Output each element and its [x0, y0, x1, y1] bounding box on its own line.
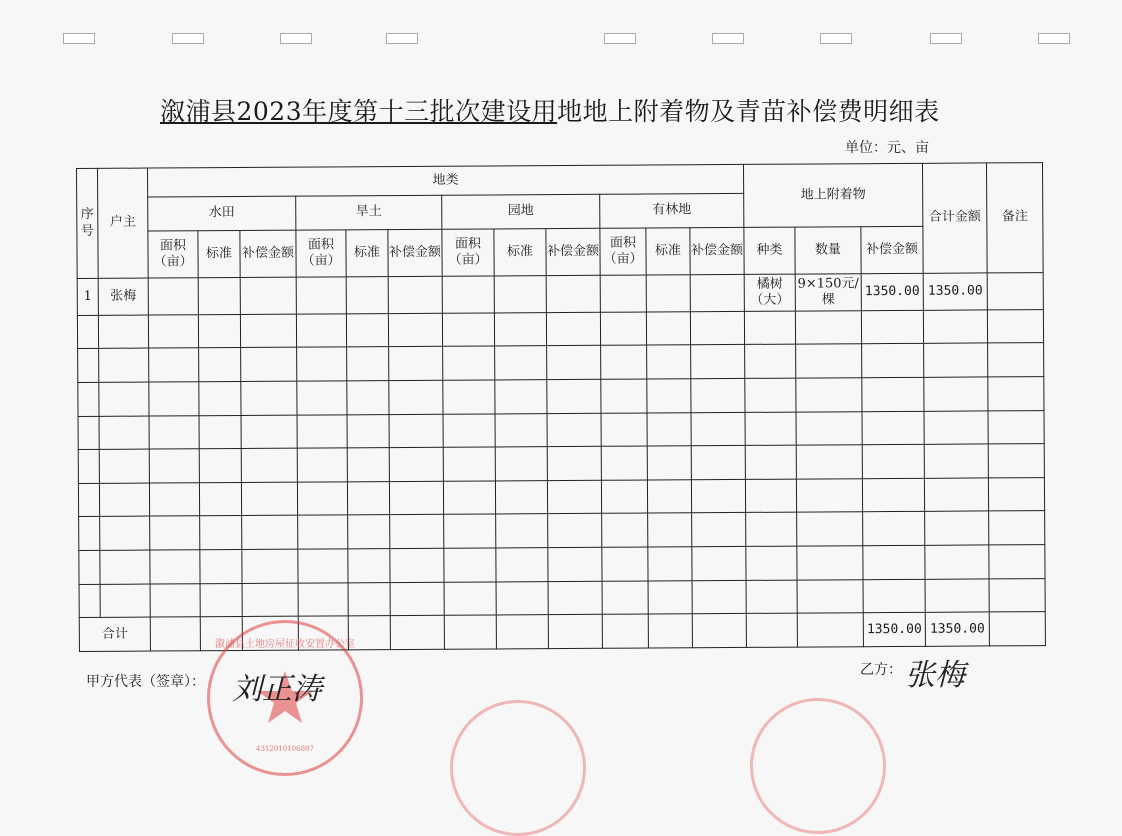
total-comp: 1350.00: [863, 613, 925, 647]
stamp-number: 4312010106807: [256, 745, 314, 753]
stamp-partial: [750, 698, 886, 834]
header-kind: 种类: [744, 227, 795, 274]
punch-mark: [930, 33, 962, 44]
party-b-signature: 张梅: [905, 658, 965, 693]
header-area: 面积（亩）: [148, 231, 198, 278]
header-comp: 补偿金额: [861, 226, 923, 273]
header-comp: 补偿金额: [240, 230, 296, 277]
punch-mark: [1038, 33, 1070, 44]
header-remarks: 备注: [987, 163, 1044, 273]
header-area: 面积（亩）: [600, 228, 646, 275]
header-standard: 标准: [646, 228, 690, 275]
header-standard: 标准: [198, 231, 240, 278]
row-kind: 橘树（大）: [744, 274, 795, 311]
header-qty: 数量: [795, 227, 861, 274]
header-standard: 标准: [346, 230, 388, 277]
stamp-text: 溆浦县土地房屋征收安置办公室: [215, 639, 355, 650]
header-comp: 补偿金额: [388, 229, 442, 276]
punch-mark: [280, 33, 312, 44]
table-row: [77, 273, 1043, 316]
party-b-label: 乙方：: [860, 662, 902, 678]
title-rest: 地地上附着物及青苗补偿费明细表: [557, 97, 940, 126]
header-total-amount: 合计金额: [923, 163, 988, 273]
punch-mark: [63, 33, 95, 44]
party-a-label: 甲方代表（签章）：: [86, 674, 205, 690]
header-area: 面积（亩）: [442, 229, 494, 276]
punch-mark: [604, 33, 636, 44]
punch-mark: [712, 33, 744, 44]
row-owner: 张梅: [98, 278, 148, 315]
header-attachments: 地上附着物: [744, 163, 923, 227]
row-qty: 9×150元/棵: [795, 274, 861, 311]
punch-mark: [172, 33, 204, 44]
header-forest: 有林地: [600, 193, 744, 229]
stamp-partial: [450, 700, 586, 836]
header-seq: 序号: [77, 168, 99, 278]
header-area: 面积（亩）: [296, 230, 346, 277]
total-label: 合计: [79, 617, 150, 651]
total-amount: 1350.00: [925, 612, 989, 646]
row-total: 1350.00: [923, 273, 987, 310]
header-comp: 补偿金额: [690, 228, 744, 275]
punch-mark: [820, 33, 852, 44]
row-comp: 1350.00: [861, 273, 923, 310]
header-standard: 标准: [494, 229, 546, 276]
row-seq: 1: [77, 278, 98, 315]
header-paddy: 水田: [148, 196, 296, 232]
header-land-type: 地类: [148, 164, 744, 196]
party-a-signature: 刘正涛: [232, 672, 322, 707]
header-garden: 园地: [442, 194, 600, 230]
header-owner: 户主: [98, 168, 149, 278]
punch-mark: [386, 33, 418, 44]
compensation-table: [76, 162, 1046, 652]
header-dry: 旱土: [296, 195, 442, 231]
unit-label: 单位：元、亩: [845, 140, 929, 156]
header-comp: 补偿金额: [546, 228, 600, 275]
page-title: [160, 92, 980, 128]
title-underlined: 溆浦县2023年度第十三批次建设用: [160, 97, 558, 126]
